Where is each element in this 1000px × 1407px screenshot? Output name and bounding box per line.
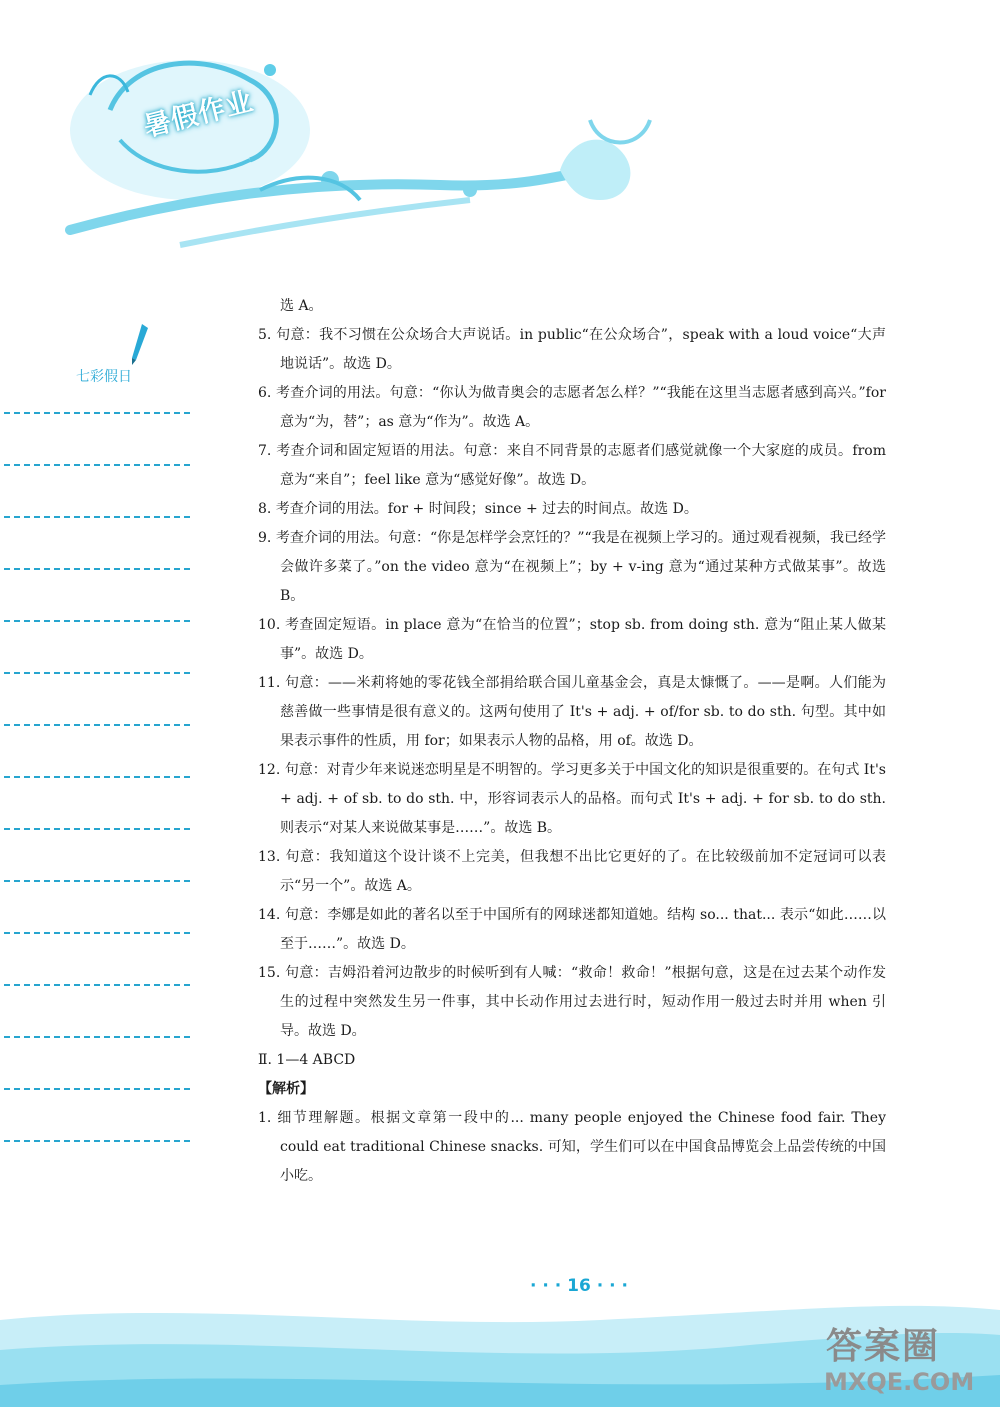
- pen-icon: [128, 322, 152, 366]
- answer-paragraph: 5. 句意：我不习惯在公众场合大声说话。in public“在公众场合”，speak with a loud voice“大声地说话”。故选 D。: [258, 327, 886, 372]
- watermark-url: MXQE.COM: [824, 1368, 975, 1396]
- watermark: [820, 1318, 990, 1402]
- note-line: [4, 516, 190, 518]
- note-line: [4, 776, 190, 778]
- answer-paragraph: 6. 考查介词的用法。句意：“你认为做青奥会的志愿者怎么样？”“我能在这里当志愿者感到高兴。”for 意为“为，替”；as 意为“作为”。故选 A。: [258, 385, 886, 430]
- note-line: [4, 412, 190, 414]
- answer-paragraph: 9. 考查介词的用法。句意：“你是怎样学会烹饪的？”“我是在视频上学习的。通过观看视频，我已经学会做许多菜了。”on the video 意为“在视频上”；by + v-ing 意为“通过某种方式做某事”。故选 B。: [258, 530, 886, 604]
- answer-paragraph: 8. 考查介词的用法。for + 时间段；since + 过去的时间点。故选 D。: [258, 501, 698, 517]
- answer-paragraph: 选 A。: [280, 298, 323, 314]
- note-line: [4, 620, 190, 622]
- note-line: [4, 828, 190, 830]
- note-line: [4, 568, 190, 570]
- note-line: [4, 1036, 190, 1038]
- answer-paragraph: 7. 考查介词和固定短语的用法。句意：来自不同背景的志愿者们感觉就像一个大家庭的成员。from 意为“来自”；feel like 意为“感觉好像”。故选 D。: [258, 443, 886, 488]
- note-line: [4, 932, 190, 934]
- answer-paragraph: 1. 细节理解题。根据文章第一段中的... many people enjoyed the Chinese food fair. They could eat traditional Chinese snacks. 可知，学生们可以在中国食品博览会上品尝传统的中国小吃。: [258, 1110, 886, 1184]
- note-line: [4, 724, 190, 726]
- note-lines: [0, 412, 200, 1192]
- watermark-logo: 答案圈: [826, 1326, 941, 1367]
- answer-paragraph: 15. 句意：吉姆沿着河边散步的时候听到有人喊：“救命！救命！”根据句意，这是在过去某个动作发生的过程中突然发生另一件事，其中长动作用过去进行时，短动作用一般过去时并用 when 引导。故选 D。: [258, 965, 886, 1039]
- answer-paragraph: 14. 句意：李娜是如此的著名以至于中国所有的网球迷都知道她。结构 so... that... 表示“如此……以至于……”。故选 D。: [258, 907, 886, 952]
- answer-paragraph: 13. 句意：我知道这个设计谈不上完美，但我想不出比它更好的了。在比较级前加不定冠词可以表示“另一个”。故选 A。: [258, 849, 886, 894]
- answer-paragraph: 【解析】: [258, 1081, 314, 1097]
- note-line: [4, 1140, 190, 1142]
- note-line: [4, 1088, 190, 1090]
- page-number: · · · 16 · · ·: [530, 1276, 628, 1296]
- note-line: [4, 672, 190, 674]
- answer-content: [258, 292, 886, 1191]
- note-line: [4, 984, 190, 986]
- sidebar-label: 七彩假日: [76, 369, 132, 385]
- answer-paragraph: Ⅱ. 1—4 ABCD: [258, 1052, 356, 1068]
- answer-paragraph: 10. 考查固定短语。in place 意为“在恰当的位置”；stop sb. from doing sth. 意为“阻止某人做某事”。故选 D。: [258, 617, 886, 662]
- page-title: 暑假作业: [140, 85, 257, 143]
- answer-paragraph: 11. 句意：——米莉将她的零花钱全部捐给联合国儿童基金会，真是太慷慨了。——是啊。人们能为慈善做一些事情是很有意义的。这两句使用了 It's + adj. + of/for sb. to do sth. 句型。其中如果表示事件的性质，用 for；如果表示人物的品格，用 of。故选 D。: [258, 675, 886, 749]
- note-line: [4, 464, 190, 466]
- answer-paragraph: 12. 句意：对青少年来说迷恋明星是不明智的。学习更多关于中国文化的知识是很重要的。在句式 It's + adj. + of sb. to do sth. 中，形容词表示人的品格。而句式 It's + adj. + for sb. to do sth. 则表示“对某人来说做某事是……”。故选 B。: [258, 762, 886, 836]
- note-line: [4, 880, 190, 882]
